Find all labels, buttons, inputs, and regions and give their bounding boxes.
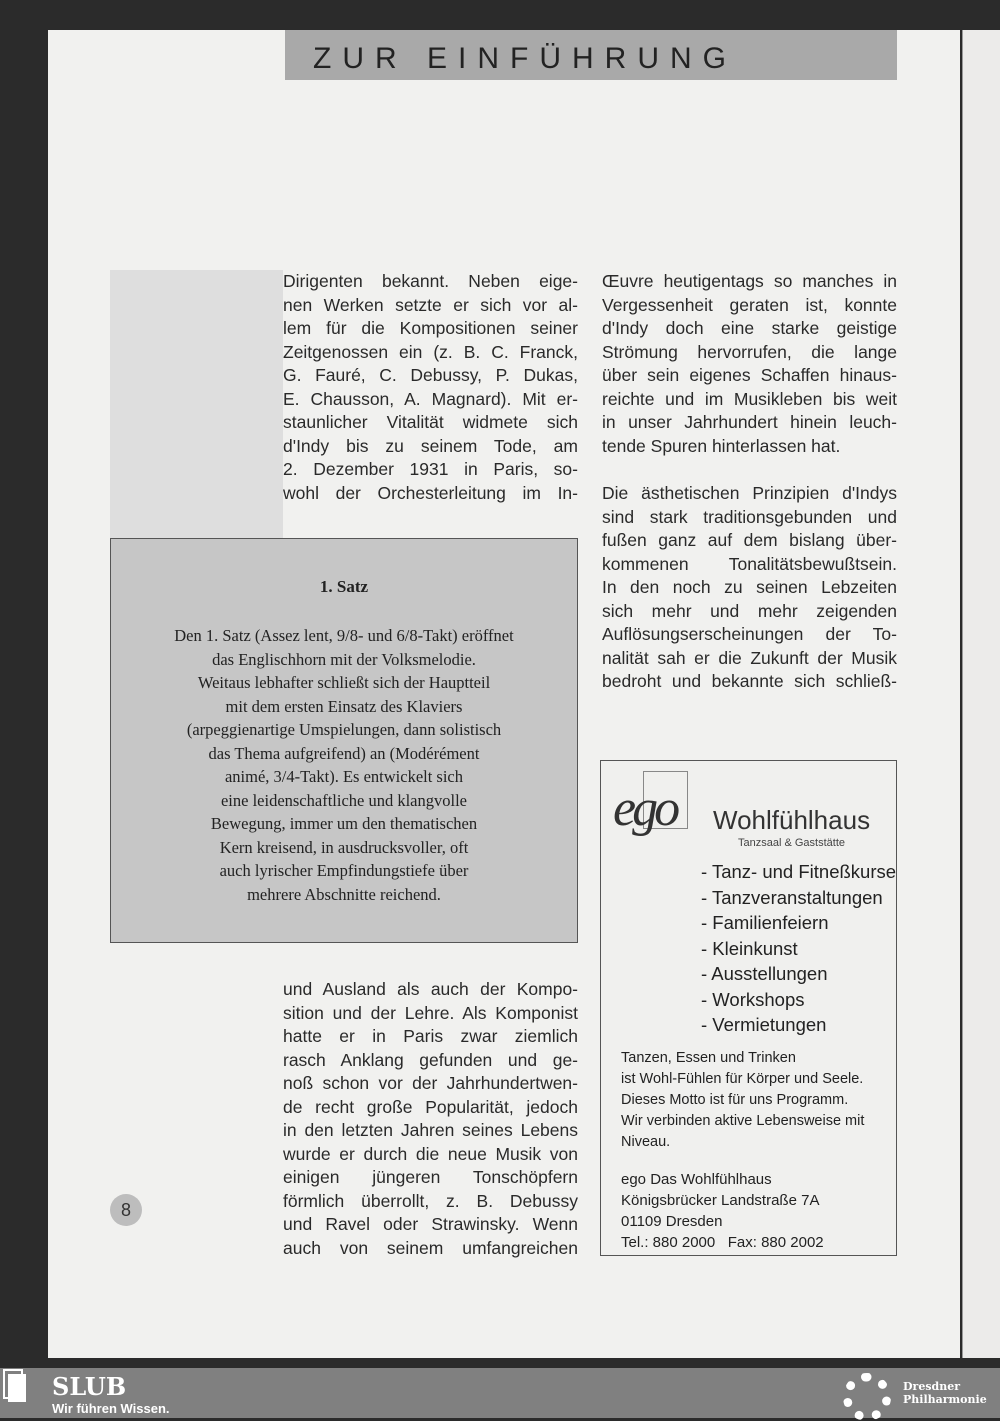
text-line: das Englischhorn mit der Volksmelodie. bbox=[212, 649, 476, 669]
text-line: reichte und im Musikleben bis weit bbox=[602, 388, 897, 409]
text-line: und Ausland als auch der Kompo- bbox=[283, 979, 578, 999]
right-column-p1 bbox=[602, 270, 897, 458]
text-line: - Vermietungen bbox=[701, 1014, 827, 1035]
partner-line1: Dresdner bbox=[903, 1380, 961, 1393]
text-line: einigen jüngeren Tonschöpfern bbox=[283, 1167, 578, 1187]
text-line: wurde er durch die neue Musik von bbox=[283, 1143, 578, 1164]
text-line: - Kleinkunst bbox=[701, 937, 798, 959]
partner-line2: Philharmonie bbox=[903, 1393, 987, 1406]
adjacent-page-edge bbox=[962, 30, 1000, 1358]
text-line: 2. Dezember 1931 in Paris, so- bbox=[283, 459, 578, 479]
text-line: Tanzen, Essen und Trinken bbox=[621, 1050, 796, 1066]
text-line: das Thema aufgreifend) an (Modérément bbox=[208, 743, 480, 763]
text-line: (arpeggienartige Umspielungen, dann solistisch bbox=[186, 720, 502, 739]
text-line: In den noch zu seinen Lebzeiten bbox=[602, 577, 897, 597]
text-line: staunlicher Vitalität widmete sich bbox=[283, 412, 578, 432]
text-line: rasch Anklang gefunden und ge- bbox=[283, 1049, 578, 1070]
text-line: Auflösungserscheinungen der To- bbox=[602, 624, 897, 644]
services-list bbox=[701, 859, 896, 1038]
advertisement bbox=[600, 760, 897, 1256]
text-line: Niveau. bbox=[621, 1134, 671, 1150]
right-column-p2 bbox=[602, 482, 897, 694]
page-number: 8 bbox=[110, 1194, 142, 1226]
text-line: Strömung hervorrufen, die lange bbox=[602, 341, 897, 362]
text-line: ist Wohl-Fühlen für Körper und Seele. bbox=[621, 1071, 864, 1087]
slub-logo[interactable]: SLUB bbox=[52, 1372, 127, 1401]
text-line: - Tanzveranstaltungen bbox=[701, 886, 883, 908]
text-line: über sein eigenes Schaffen hinaus- bbox=[602, 365, 897, 385]
text-line: tende Spuren hinterlassen hat. bbox=[602, 435, 841, 456]
text-line: G. Fauré, C. Debussy, P. Dukas, bbox=[283, 365, 578, 385]
text-line: wohl der Orchesterleitung im In- bbox=[283, 482, 578, 503]
ad-motto bbox=[621, 1048, 864, 1153]
text-line: - Familienfeiern bbox=[701, 912, 829, 933]
text-line: sition und der Lehre. Als Komponist bbox=[283, 1002, 578, 1023]
text-line: sich mehr und mehr zeigenden bbox=[602, 600, 897, 621]
text-line: bedroht und bekannte sich schließ- bbox=[602, 671, 897, 691]
left-column-bottom bbox=[283, 978, 578, 1260]
text-line: Kern kreisend, in ausdrucksvoller, oft bbox=[219, 837, 469, 857]
text-line: in unser Jahrhundert hinein leuch- bbox=[602, 412, 897, 432]
text-line: Œuvre heutigentags so manches in bbox=[602, 271, 897, 291]
text-line: E. Chausson, A. Magnard). Mit er- bbox=[283, 388, 578, 409]
text-line: nalität sah er die Zukunft der Musik bbox=[602, 647, 897, 668]
text-line: Wir verbinden aktive Lebensweise mit bbox=[621, 1113, 865, 1129]
text-line: Weitaus lebhafter schließt sich der Hauptteil bbox=[197, 673, 491, 692]
ad-subtitle: Tanzsaal & Gaststätte bbox=[738, 837, 845, 849]
text-line: hatte er in Paris zwar ziemlich bbox=[283, 1026, 578, 1046]
ad-address bbox=[621, 1169, 824, 1253]
text-line: fußen ganz auf dem bislang über- bbox=[602, 530, 897, 550]
box-title: 1. Satz bbox=[319, 577, 369, 596]
text-line: Tel.: 880 2000 Fax: 880 2002 bbox=[621, 1234, 824, 1251]
text-line: de recht große Popularität, jedoch bbox=[283, 1096, 578, 1117]
text-line: lem für die Kompositionen seiner bbox=[283, 318, 578, 338]
text-line: Dieses Motto ist für uns Programm. bbox=[621, 1092, 849, 1108]
text-line: ego Das Wohlfühlhaus bbox=[621, 1171, 772, 1188]
text-line: Dirigenten bekannt. Neben eige- bbox=[283, 271, 578, 291]
footer-bar bbox=[0, 1368, 1000, 1418]
text-line: - Ausstellungen bbox=[701, 963, 828, 984]
text-line: in den letzten Jahren seines Lebens bbox=[283, 1120, 578, 1140]
text-line: animé, 3/4-Takt). Es entwickelt sich bbox=[224, 767, 464, 786]
text-line: Bewegung, immer um den thematischen bbox=[210, 814, 478, 833]
book-icon bbox=[8, 1374, 26, 1402]
text-line: d'Indy bis zu seinem Tode, am bbox=[283, 435, 578, 456]
left-column-top bbox=[283, 270, 578, 505]
text-line: eine leidenschaftliche und klangvolle bbox=[220, 790, 468, 810]
text-line: förmlich überrollt, z. B. Debussy bbox=[283, 1190, 578, 1211]
text-line: noß schon vor der Jahrhundertwen- bbox=[283, 1073, 578, 1093]
text-line: Die ästhetischen Prinzipien d'Indys bbox=[602, 483, 897, 503]
text-line: Vergessenheit geraten ist, konnte bbox=[602, 294, 897, 315]
text-line: Zeitgenossen ein (z. B. C. Franck, bbox=[283, 341, 578, 362]
ego-logo: ego bbox=[613, 780, 677, 837]
section-header bbox=[285, 30, 897, 80]
partner-logo[interactable] bbox=[903, 1380, 987, 1406]
text-line: auch von seinem umfangreichen bbox=[283, 1237, 578, 1258]
text-line: kommenen Tonalitätsbewußtsein. bbox=[602, 553, 897, 574]
text-line: Königsbrücker Landstraße 7A bbox=[621, 1192, 820, 1209]
text-line: und Ravel oder Strawinsky. Wenn bbox=[283, 1214, 578, 1234]
text-line: 01109 Dresden bbox=[621, 1213, 723, 1230]
box-body bbox=[111, 624, 577, 906]
text-line: nen Werken setzte er sich vor al- bbox=[283, 294, 578, 315]
section-title: ZUR EINFÜHRUNG bbox=[313, 42, 737, 75]
text-line: auch lyrischer Empfindungstiefe über bbox=[219, 861, 469, 880]
text-line: - Tanz- und Fitneßkurse bbox=[701, 861, 897, 882]
text-line: Den 1. Satz (Assez lent, 9/8- und 6/8-Takt) eröffnet bbox=[174, 626, 514, 645]
philharmonie-sun-icon bbox=[843, 1373, 891, 1421]
ad-brand: Wohlfühlhaus bbox=[713, 805, 871, 835]
text-line: - Workshops bbox=[701, 988, 805, 1010]
slub-tagline: Wir führen Wissen. bbox=[52, 1401, 170, 1416]
text-line: mit dem ersten Einsatz des Klaviers bbox=[225, 696, 463, 716]
text-line: sind stark traditionsgebunden und bbox=[602, 506, 897, 527]
movement-info-box bbox=[110, 538, 578, 943]
text-line: d'Indy doch eine starke geistige bbox=[602, 318, 897, 338]
text-line: mehrere Abschnitte reichend. bbox=[247, 884, 441, 904]
